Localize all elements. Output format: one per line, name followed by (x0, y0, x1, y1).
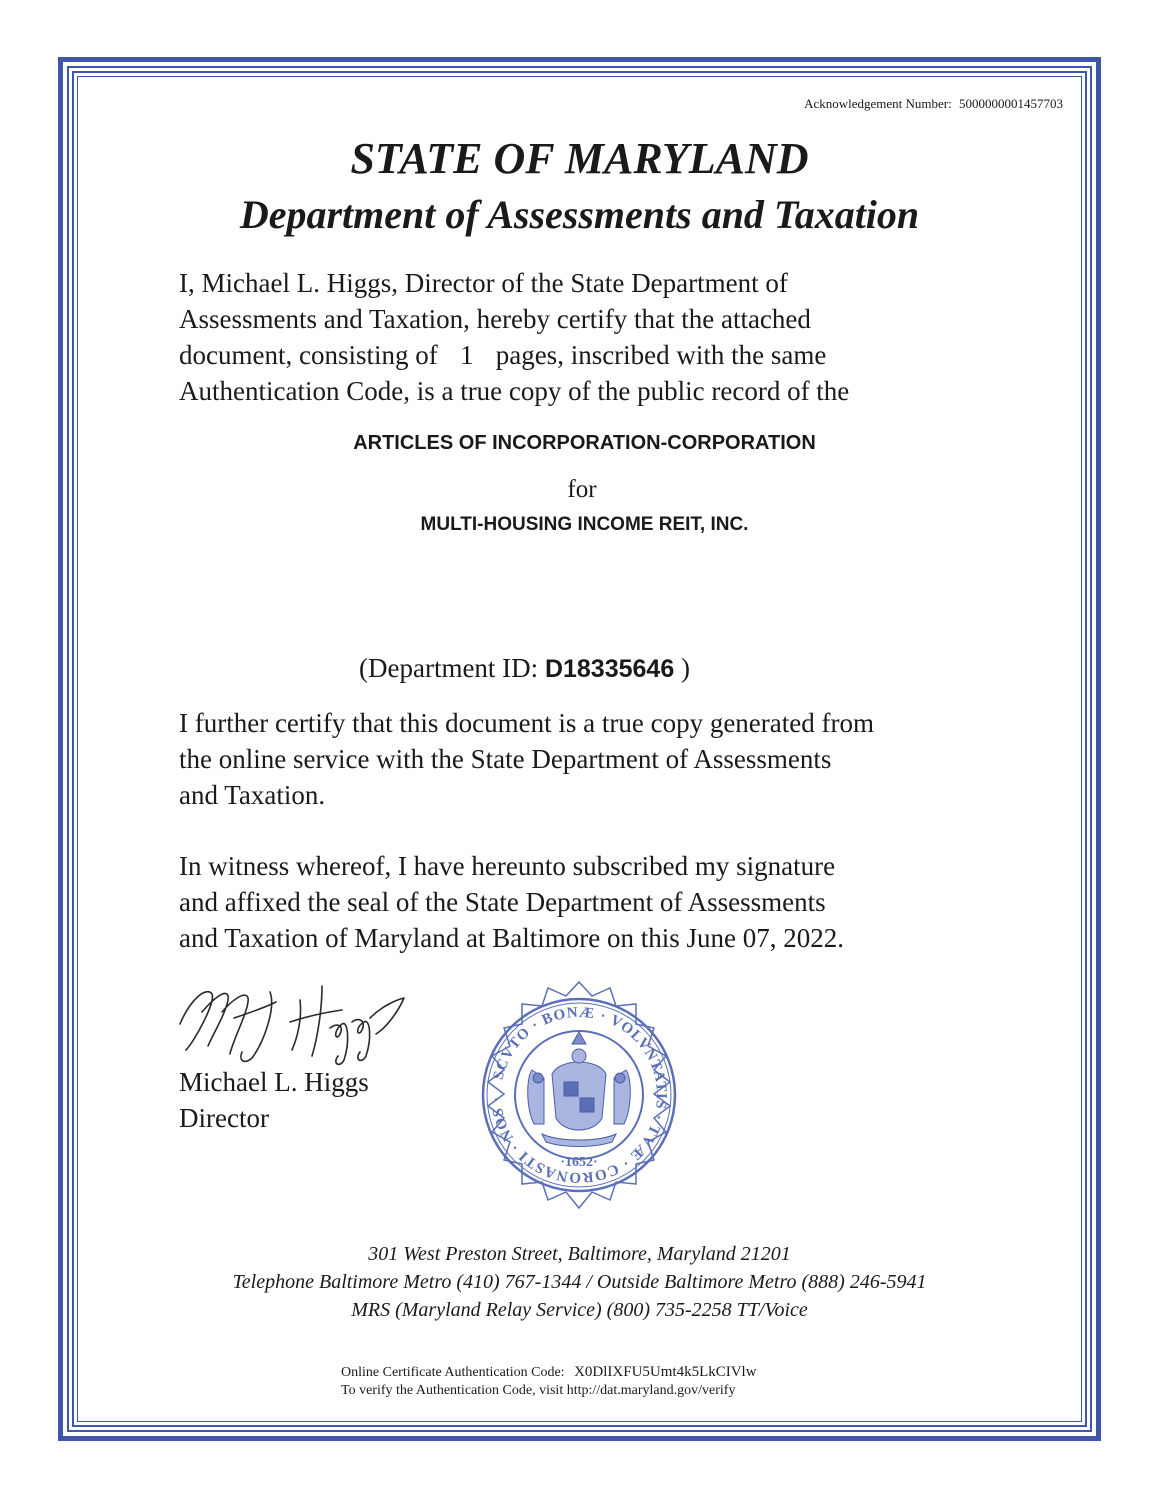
certification-line-start: document, consisting of (179, 340, 438, 370)
certification-line-end: pages, inscribed with the same (495, 340, 827, 370)
state-title: STATE OF MARYLAND (350, 134, 809, 183)
document-type: ARTICLES OF INCORPORATION-CORPORATION (353, 432, 816, 454)
entity-name: MULTI-HOUSING INCOME REIT, INC. (420, 514, 749, 535)
witness-line (179, 920, 999, 956)
witness-paragraph (179, 848, 999, 956)
acknowledgement-number (804, 96, 1063, 112)
footer-telephone: Telephone Baltimore Metro (410) 767-1344 / Outside Baltimore Metro (888) 246-5941 (232, 1271, 927, 1293)
certification-line: Assessments and Taxation, hereby certify that the attached (179, 304, 811, 334)
certification-line (179, 337, 999, 373)
witness-line: and affixed the seal of the State Department of Assessments (179, 887, 826, 917)
authentication-code-line (341, 1363, 757, 1382)
further-line: and Taxation. (179, 780, 326, 810)
further-certification-paragraph (179, 705, 999, 813)
signer-title: Director (179, 1103, 269, 1133)
authentication-code-label: Online Certificate Authentication Code: (341, 1365, 565, 1380)
further-line: the online service with the State Department of Assessments (179, 744, 832, 774)
further-line: I further certify that this document is a true copy generated from (179, 708, 874, 738)
witness-line: In witness whereof, I have hereunto subscribed my signature (179, 851, 836, 881)
footer-address: 301 West Preston Street, Baltimore, Maryland 21201 (368, 1243, 791, 1265)
certification-paragraph (179, 265, 999, 409)
state-seal (460, 978, 698, 1212)
department-id-prefix: (Department ID: (359, 653, 539, 683)
director-signature (172, 972, 412, 1072)
department-id (359, 650, 690, 687)
department-id-value: D18335646 (544, 655, 675, 683)
certification-line: I, Michael L. Higgs, Director of the State Department of (179, 268, 788, 298)
authentication-code: X0DlIXFU5Umt4k5LkCIVlw (574, 1364, 757, 1380)
certification-date: June 07, 2022. (686, 923, 845, 953)
witness-line-start: and Taxation of Maryland at Baltimore on this (179, 923, 680, 953)
seal-motto: SCVTO · BONÆ · VOLVNTATIS · TVÆ · CORONASTI · NOS · (488, 1004, 670, 1186)
acknowledgement-label: Acknowledgement Number: (804, 96, 952, 111)
footer-relay: MRS (Maryland Relay Service) (800) 735-2258 TT/Voice (351, 1299, 808, 1321)
for-label: for (567, 476, 597, 503)
acknowledgement-value: 5000000001457703 (959, 96, 1063, 111)
signer-name: Michael L. Higgs (179, 1067, 369, 1097)
verify-instructions: To verify the Authentication Code, visit http://dat.maryland.gov/verify (341, 1383, 736, 1398)
certification-line: Authentication Code, is a true copy of the public record of the (179, 376, 850, 406)
department-title: Department of Assessments and Taxation (239, 192, 920, 237)
seal-year: ·1652· (560, 1155, 598, 1170)
department-id-suffix: ) (680, 653, 690, 683)
page-count: 1 (459, 340, 474, 370)
